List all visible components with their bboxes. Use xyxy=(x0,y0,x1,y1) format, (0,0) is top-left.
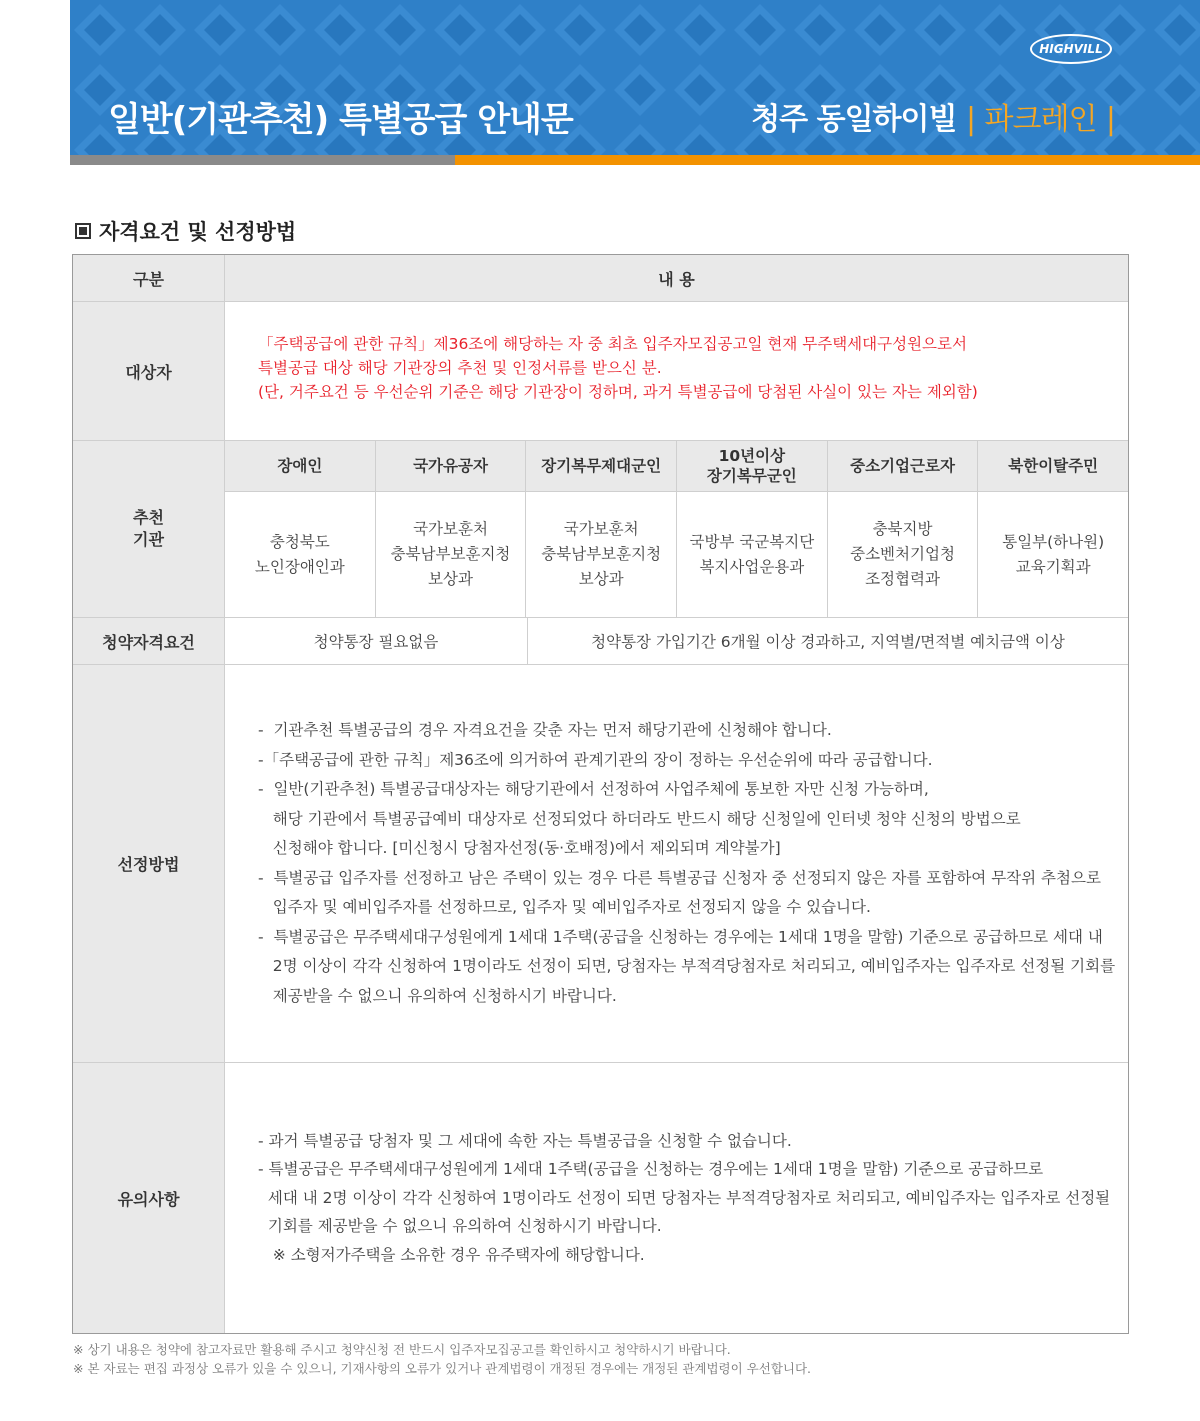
header-category: 구분 xyxy=(73,255,225,301)
selection-line: 2명 이상이 각각 신청하여 1명이라도 선정이 되면, 당첨자는 부적격당첨자로 처리되고, 예비입주자는 입주자로 선정될 기회를 xyxy=(258,957,1116,975)
selection-line: -「주택공급에 관한 규칙」제36조에 의거하여 관계기관의 장이 정하는 우선순위에 따라 공급합니다. xyxy=(258,750,933,769)
target-row xyxy=(73,302,1128,441)
notes-label: 유의사항 xyxy=(73,1063,225,1333)
qualification-label: 청약자격요건 xyxy=(73,618,225,664)
section-heading xyxy=(75,216,296,246)
notes-line: 기회를 제공받을 수 없으니 유의하여 신청하시기 바랍니다. xyxy=(258,1217,662,1236)
header-content: 내 용 xyxy=(225,255,1128,301)
selection-line: 신청해야 합니다. [미신청시 당첨자선정(동·호배정)에서 제외되며 계약불가] xyxy=(258,839,781,857)
selection-line: 입주자 및 예비입주자를 선정하므로, 입주자 및 예비입주자로 선정되지 않을 수 있습니다. xyxy=(258,898,871,916)
recommend-value: 충북지방 중소벤처기업청 조정협력과 xyxy=(828,492,979,617)
notes-line: - 특별공급은 무주택세대구성원에게 1세대 1주택(공급을 신청하는 경우에는 1세대 1명을 말함) 기준으로 공급하므로 xyxy=(258,1160,1044,1179)
footer-line: ※ 상기 내용은 청약에 참고자료만 활용해 주시고 청약신청 전 반드시 입주자모집공고를 확인하시고 청약하시기 바랍니다. xyxy=(73,1342,731,1357)
target-content xyxy=(225,302,1128,440)
filled-square-icon xyxy=(75,223,91,239)
brand-separator-end: | xyxy=(1105,102,1115,137)
qualification-account: 청약통장 가입기간 6개월 이상 경과하고, 지역별/면적별 예치금액 이상 xyxy=(591,633,1065,651)
notes-content xyxy=(225,1063,1128,1333)
recommend-value: 충청북도 노인장애인과 xyxy=(225,492,376,617)
gray-strip xyxy=(70,155,455,165)
notes-line: 세대 내 2명 이상이 각각 신청하여 1명이라도 선정이 되면 당첨자는 부적격당첨자로 처리되고, 예비입주자는 입주자로 선정될 xyxy=(258,1188,1111,1207)
recommend-value: 국방부 국군복지단 복지사업운용과 xyxy=(677,492,828,617)
page-title: 일반(기관추천) 특별공급 안내문 xyxy=(108,100,573,140)
target-label: 대상자 xyxy=(73,302,225,440)
recommend-head: 북한이탈주민 xyxy=(1008,457,1099,475)
recommend-grid xyxy=(225,441,1128,617)
selection-line: 해당 기관에서 특별공급예비 대상자로 선정되었다 하더라도 반드시 해당 신청일에 인터넷 청약 신청의 방법으로 xyxy=(258,809,1021,828)
target-text xyxy=(258,332,978,440)
target-line: 특별공급 대상 해당 기관장의 추천 및 인정서류를 받으신 분. xyxy=(258,359,662,377)
selection-line: - 특별공급 입주자를 선정하고 남은 주택이 있는 경우 다른 특별공급 신청자 중 선정되지 않은 자를 포함하여 무작위 추첨으로 xyxy=(258,868,1101,887)
selection-content xyxy=(225,665,1128,1062)
recommend-head: 중소기업근로자 xyxy=(828,441,979,491)
recommend-heads xyxy=(225,441,1128,492)
recommend-values xyxy=(225,492,1128,617)
recommend-row xyxy=(73,441,1128,618)
qualification-row xyxy=(73,618,1128,665)
selection-label: 선정방법 xyxy=(73,665,225,1062)
target-line: 「주택공급에 관한 규칙」제36조에 해당하는 자 중 최초 입주자모집공고일 현재 무주택세대구성원으로서 xyxy=(258,335,967,353)
selection-line: - 기관추천 특별공급의 경우 자격요건을 갖춘 자는 먼저 해당기관에 신청해야 합니다. xyxy=(258,721,832,739)
footer-notes xyxy=(73,1340,811,1378)
target-line: (단, 거주요건 등 우선순위 기준은 해당 기관장이 정하며, 과거 특별공급에 당첨된 사실이 있는 자는 제외함) xyxy=(258,383,978,401)
selection-row xyxy=(73,665,1128,1063)
selection-line: - 특별공급은 무주택세대구성원에게 1세대 1주택(공급을 신청하는 경우에는 1세대 1명을 말함) 기준으로 공급하므로 세대 내 xyxy=(258,927,1103,946)
table-header-row xyxy=(73,255,1128,302)
orange-strip xyxy=(455,155,1200,165)
info-table xyxy=(72,254,1129,1334)
recommend-label: 추천 기관 xyxy=(73,441,225,617)
recommend-head: 장애인 xyxy=(225,441,376,491)
brand-name xyxy=(751,94,1115,138)
selection-line: - 일반(기관추천) 특별공급대상자는 해당기관에서 선정하여 사업주체에 통보한 자만 신청 가능하며, xyxy=(258,780,929,798)
notes-row xyxy=(73,1063,1128,1333)
brand-sub: 파크레인 xyxy=(984,102,1097,137)
recommend-head: 장기복무제대군인 xyxy=(526,441,677,491)
section-title: 자격요건 및 선정방법 xyxy=(99,220,297,244)
header-banner xyxy=(70,0,1200,155)
recommend-value: 국가보훈처 충북남부보훈지청 보상과 xyxy=(376,492,527,617)
brand-separator: | xyxy=(965,102,976,137)
recommend-value: 통일부(하나원) 교육기획과 xyxy=(1002,532,1105,576)
footer-line: ※ 본 자료는 편집 과정상 오류가 있을 수 있으니, 기재사항의 오류가 있거나 관계법령이 개정된 경우에는 개정된 관계법령이 우선합니다. xyxy=(73,1361,812,1376)
recommend-head: 국가유공자 xyxy=(376,441,527,491)
recommend-head: 10년이상 장기복무군인 xyxy=(677,441,828,491)
notes-line: - 과거 특별공급 당첨자 및 그 세대에 속한 자는 특별공급을 신청할 수 없습니다. xyxy=(258,1131,792,1150)
selection-line: 제공받을 수 없으니 유의하여 신청하시기 바랍니다. xyxy=(258,986,617,1005)
highvill-logo: HIGHVILL xyxy=(1030,34,1112,64)
brand-main: 청주 동일하이빌 xyxy=(751,102,957,137)
notes-line: ※ 소형저가주택을 소유한 경우 유주택자에 해당합니다. xyxy=(258,1245,645,1264)
recommend-value: 국가보훈처 충북남부보훈지청 보상과 xyxy=(526,492,677,617)
qualification-no-account: 청약통장 필요없음 xyxy=(225,618,528,664)
